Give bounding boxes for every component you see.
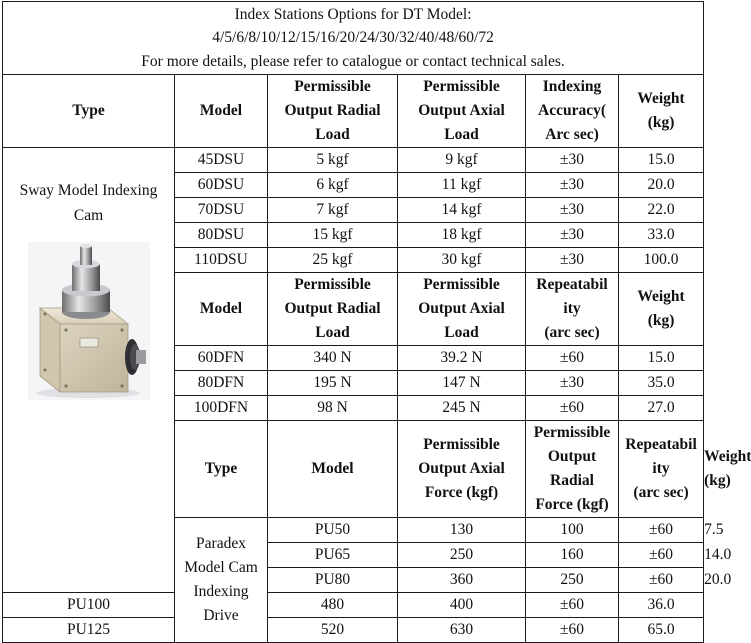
pu-radial-cell: 160: [526, 543, 619, 568]
dsu-weight-cell: 15.0: [619, 148, 704, 173]
pu-axial-cell: 520: [268, 618, 398, 643]
dsu-weight-cell: 100.0: [619, 248, 704, 273]
dsu-radial-cell: 6 kgf: [268, 173, 398, 198]
dsu-weight-cell: 33.0: [619, 223, 704, 248]
pu-model-cell: PU80: [268, 568, 398, 593]
sway-type-cell: [3, 148, 175, 593]
dsu-axial-cell: 30 kgf: [398, 248, 526, 273]
pu-axial-cell: 130: [398, 518, 526, 543]
pu-model-cell: PU50: [268, 518, 398, 543]
pu-col-header-model: Model: [268, 421, 398, 518]
dsu-model-cell: 60DSU: [175, 173, 268, 198]
dfn-repeat-cell: ±60: [526, 396, 619, 421]
header-line-3: For more details, please refer to catalogue or contact technical sales.: [141, 52, 565, 70]
pu-axial-cell: 480: [268, 593, 398, 618]
indexing-cam-product-image: [28, 242, 150, 400]
dfn-col-header-axial-load: Permissible Output Axial Load: [398, 273, 526, 346]
dsu-radial-cell: 7 kgf: [268, 198, 398, 223]
dfn-axial-cell: 245 N: [398, 396, 526, 421]
specification-table: [2, 1, 751, 643]
dsu-model-cell: 80DSU: [175, 223, 268, 248]
pu-col-header-type: Type: [175, 421, 268, 518]
col-header-weight: Weight (kg): [619, 75, 704, 148]
dsu-weight-cell: 20.0: [619, 173, 704, 198]
table-row: [3, 618, 704, 643]
dfn-col-header-radial-load: Permissible Output Radial Load: [268, 273, 398, 346]
table-row: [3, 593, 704, 618]
dsu-accuracy-cell: ±30: [526, 223, 619, 248]
table-row: Paradex Model Cam Indexing Drive PU50 130 100 ±60 7.5: [3, 518, 704, 543]
pu-col-header-radial-force: Permissible Output Radial Force (kgf): [526, 421, 619, 518]
pu-radial-cell: 100: [526, 518, 619, 543]
dfn-model-cell: 60DFN: [175, 346, 268, 371]
paradex-type-label: Paradex Model Cam Indexing Drive: [175, 518, 268, 643]
dfn-model-cell: 100DFN: [175, 396, 268, 421]
dsu-accuracy-cell: ±30: [526, 173, 619, 198]
dfn-radial-cell: 98 N: [268, 396, 398, 421]
col-header-radial-load: Permissible Output Radial Load: [268, 75, 398, 148]
dsu-radial-cell: 15 kgf: [268, 223, 398, 248]
pu-repeat-cell: ±60: [619, 543, 704, 568]
dfn-col-header-weight: Weight (kg): [619, 273, 704, 346]
dsu-axial-cell: 9 kgf: [398, 148, 526, 173]
pu-repeat-cell: ±60: [619, 518, 704, 543]
table-row: PU80 360 250 ±60 20.0: [3, 568, 704, 593]
dsu-header-row: [3, 75, 704, 148]
dfn-repeat-cell: ±60: [526, 346, 619, 371]
pu-repeat-cell: ±60: [619, 568, 704, 593]
dsu-accuracy-cell: ±30: [526, 248, 619, 273]
dfn-weight-cell: 15.0: [619, 346, 704, 371]
sway-type-label: Sway Model Indexing Cam: [19, 182, 158, 224]
pu-header-row: Type Model Permissible Output Axial Force (kgf) Permissible Output Radial Force (kgf) Repeatabil ity (arc sec) Weight (kg): [3, 421, 704, 518]
pu-repeat-cell: ±60: [526, 618, 619, 643]
col-header-indexing-accuracy: Indexing Accuracy( Arc sec): [526, 75, 619, 148]
dfn-axial-cell: 147 N: [398, 371, 526, 396]
pu-model-cell: PU100: [3, 593, 175, 618]
header-line-2: 4/5/6/8/10/12/15/16/20/24/30/32/40/48/60/72: [212, 29, 494, 47]
pu-radial-cell: 630: [398, 618, 526, 643]
pu-axial-cell: 250: [398, 543, 526, 568]
dsu-accuracy-cell: ±30: [526, 148, 619, 173]
pu-model-cell: PU125: [3, 618, 175, 643]
dfn-model-cell: 80DFN: [175, 371, 268, 396]
pu-repeat-cell: ±60: [526, 593, 619, 618]
dsu-axial-cell: 14 kgf: [398, 198, 526, 223]
col-header-type: Type: [3, 75, 175, 148]
dsu-model-cell: 70DSU: [175, 198, 268, 223]
dsu-axial-cell: 11 kgf: [398, 173, 526, 198]
dsu-axial-cell: 18 kgf: [398, 223, 526, 248]
pu-radial-cell: 250: [526, 568, 619, 593]
title-row: [3, 2, 704, 75]
dfn-radial-cell: 195 N: [268, 371, 398, 396]
table-row: [3, 148, 704, 173]
dfn-col-header-model: Model: [175, 273, 268, 346]
dfn-repeat-cell: ±30: [526, 371, 619, 396]
dsu-radial-cell: 5 kgf: [268, 148, 398, 173]
header-line-1: Index Stations Options for DT Model:: [234, 5, 472, 23]
dsu-model-cell: 45DSU: [175, 148, 268, 173]
indexing-cam-illustration: [28, 242, 150, 400]
pu-col-header-repeatability: Repeatabil ity (arc sec): [619, 421, 704, 518]
header-notes: [3, 2, 704, 75]
pu-model-cell: PU65: [268, 543, 398, 568]
pu-weight-cell: 36.0: [619, 593, 704, 618]
pu-weight-cell: 65.0: [619, 618, 704, 643]
dfn-weight-cell: 27.0: [619, 396, 704, 421]
dsu-radial-cell: 25 kgf: [268, 248, 398, 273]
pu-radial-cell: 400: [398, 593, 526, 618]
dsu-weight-cell: 22.0: [619, 198, 704, 223]
pu-col-header-axial-force: Permissible Output Axial Force (kgf): [398, 421, 526, 518]
dfn-weight-cell: 35.0: [619, 371, 704, 396]
col-header-model: Model: [175, 75, 268, 148]
pu-axial-cell: 360: [398, 568, 526, 593]
dfn-col-header-repeatability: Repeatabil ity (arc sec): [526, 273, 619, 346]
dfn-axial-cell: 39.2 N: [398, 346, 526, 371]
dsu-model-cell: 110DSU: [175, 248, 268, 273]
col-header-axial-load: Permissible Output Axial Load: [398, 75, 526, 148]
dsu-accuracy-cell: ±30: [526, 198, 619, 223]
table-row: PU65 250 160 ±60 14.0: [3, 543, 704, 568]
dfn-radial-cell: 340 N: [268, 346, 398, 371]
